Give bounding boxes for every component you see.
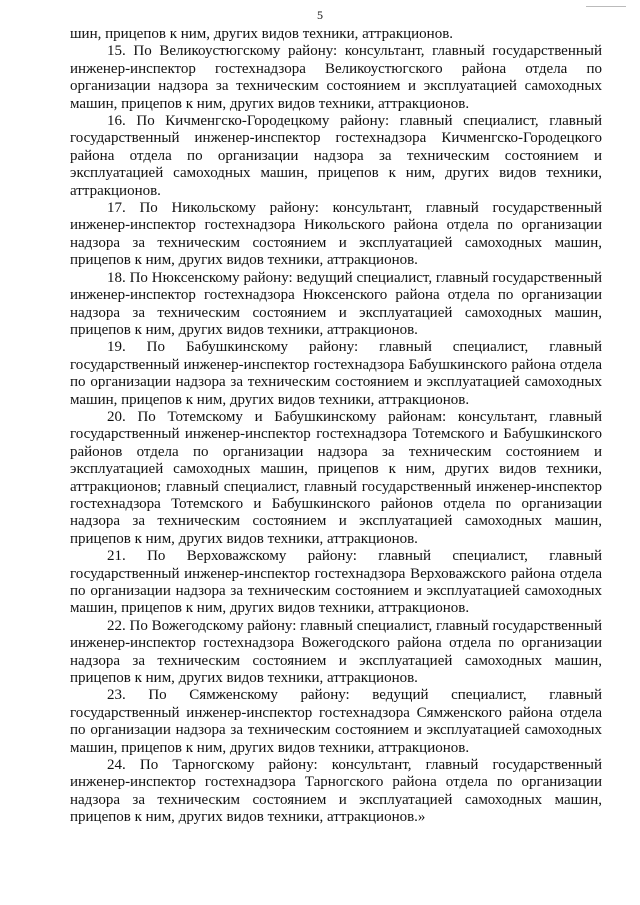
paragraph-16: 16. По Кичменгско-Городецкому району: главный специалист, главный государственный инженер-инспектор гостехнадзора Кичменгско-Городецкого района отдела по организации надзора за техническим состоянием и эксплуатацией самоходных машин, прицепов к ним, других видов техники, аттракционов. — [70, 113, 602, 199]
paragraph-24: 24. По Тарногскому району: консультант, главный государственный инженер-инспектор гостехнадзора Тарногского района отдела по организации надзора за техническим состоянием и эксплуатацией самоходных машин, прицепов к ним, других видов техники, аттракционов.» — [70, 757, 602, 826]
paragraph-18: 18. По Нюксенскому району: ведущий специалист, главный государственный инженер-инспектор гостехнадзора Нюксенского района отдела по организации надзора за техническим состоянием и эксплуатацией самоходных машин, прицепов к ним, других видов техники, аттракционов. — [70, 269, 602, 338]
paragraph-15: 15. По Великоустюгскому району: консультант, главный государственный инженер-инспектор гостехнадзора Великоустюгского района отдела по организации надзора за техническим состоянием и эксплуатацией самоходных машин, прицепов к ним, других видов техники, аттракционов. — [70, 43, 602, 112]
document-body — [70, 26, 602, 827]
paragraph-22: 22. По Вожегодскому району: главный специалист, главный государственный инженер-инспектор гостехнадзора Вожегодского района отдела по организации надзора за техническим состоянием и эксплуатацией самоходных машин, прицепов к ним, других видов техники, аттракционов. — [70, 617, 602, 687]
scan-corner-mark — [586, 0, 626, 7]
continuation-paragraph: шин, прицепов к ним, других видов техники, аттракционов. — [70, 26, 454, 42]
paragraph-17: 17. По Никольскому району: консультант, главный государственный инженер-инспектор гостехнадзора Никольского района отдела по организации надзора за техническим состоянием и эксплуатацией самоходных машин, прицепов к ним, других видов техники, аттракционов. — [70, 200, 602, 269]
paragraph-23: 23. По Сямженскому району: ведущий специалист, главный государственный инженер-инспектор гостехнадзора Сямженского района отдела по организации надзора за техническим состоянием и эксплуатацией самоходных машин, прицепов к ним, других видов техники, аттракционов. — [70, 687, 602, 756]
paragraph-20: 20. По Тотемскому и Бабушкинскому районам: консультант, главный государственный инженер-инспектор гостехнадзора Тотемского и Бабушкинского районов отдела по организации надзора за техническим состоянием и эксплуатацией самоходных машин, прицепов к ним, других видов техники, аттракционов; главный специалист, главный государственный инженер-инспектор гостехнадзора Тотемского и Бабушкинского районов отдела по организации надзора за техническим состоянием и эксплуатацией самоходных машин, прицепов к ним, других видов техники, аттракционов. — [70, 408, 602, 547]
paragraph-21: 21. По Верховажскому району: главный специалист, главный государственный инженер-инспектор гостехнадзора Верховажского района отдела по организации надзора за техническим состоянием и эксплуатацией самоходных машин, прицепов к ним, других видов техники, аттракционов. — [70, 548, 602, 617]
page-number: 5 — [317, 8, 323, 22]
paragraph-19: 19. По Бабушкинскому району: главный специалист, главный государственный инженер-инспектор гостехнадзора Бабушкинского района отдела по организации надзора за техническим состоянием и эксплуатацией самоходных машин, прицепов к ним, других видов техники, аттракционов. — [70, 339, 602, 408]
